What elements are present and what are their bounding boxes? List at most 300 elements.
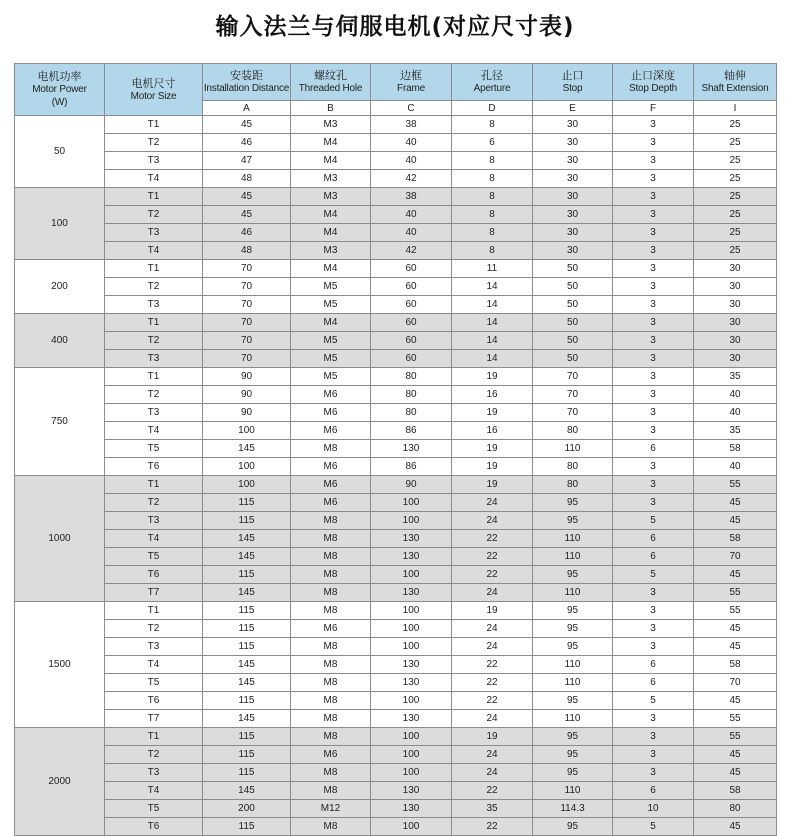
header-motor-power: 电机功率 Motor Power (W) [15, 64, 105, 116]
table-row [15, 512, 777, 530]
threaded-hole-cell: M8 [291, 566, 371, 584]
frame-cell: 130 [371, 800, 452, 818]
stop-depth-cell: 6 [613, 530, 694, 548]
aperture-cell: 22 [452, 656, 533, 674]
installation-distance-cell: 115 [203, 764, 291, 782]
installation-distance-cell: 48 [203, 242, 291, 260]
stop-cell: 30 [533, 170, 613, 188]
frame-cell: 42 [371, 242, 452, 260]
stop-cell: 110 [533, 584, 613, 602]
table-row [15, 476, 777, 494]
stop-cell: 110 [533, 440, 613, 458]
motor-size-cell: T2 [105, 494, 203, 512]
table-row [15, 548, 777, 566]
installation-distance-cell: 70 [203, 314, 291, 332]
threaded-hole-cell: M4 [291, 314, 371, 332]
motor-power-cell: 400 [15, 314, 105, 368]
threaded-hole-cell: M4 [291, 134, 371, 152]
aperture-cell: 8 [452, 170, 533, 188]
frame-cell: 60 [371, 314, 452, 332]
motor-size-cell: T5 [105, 800, 203, 818]
stop-depth-cell: 6 [613, 674, 694, 692]
shaft-extension-cell: 45 [694, 692, 777, 710]
installation-distance-cell: 145 [203, 656, 291, 674]
table-row [15, 296, 777, 314]
motor-power-cell: 200 [15, 260, 105, 314]
installation-distance-cell: 70 [203, 296, 291, 314]
stop-cell: 50 [533, 278, 613, 296]
aperture-cell: 19 [452, 368, 533, 386]
installation-distance-cell: 100 [203, 458, 291, 476]
installation-distance-cell: 48 [203, 170, 291, 188]
stop-cell: 110 [533, 530, 613, 548]
motor-size-cell: T1 [105, 260, 203, 278]
shaft-extension-cell: 45 [694, 620, 777, 638]
aperture-cell: 8 [452, 188, 533, 206]
aperture-cell: 19 [452, 404, 533, 422]
motor-size-cell: T4 [105, 782, 203, 800]
table-row [15, 332, 777, 350]
motor-power-cell: 50 [15, 116, 105, 188]
table-row [15, 728, 777, 746]
header-motor-size: 电机尺寸 Motor Size [105, 64, 203, 116]
motor-size-cell: T7 [105, 584, 203, 602]
header-installation-distance: 安装距 Installation Distance [203, 64, 291, 101]
table-row [15, 242, 777, 260]
motor-power-cell: 750 [15, 368, 105, 476]
frame-cell: 38 [371, 188, 452, 206]
motor-power-cell: 2000 [15, 728, 105, 836]
table-row [15, 638, 777, 656]
aperture-cell: 19 [452, 728, 533, 746]
installation-distance-cell: 115 [203, 512, 291, 530]
installation-distance-cell: 90 [203, 368, 291, 386]
motor-size-cell: T3 [105, 764, 203, 782]
frame-cell: 100 [371, 512, 452, 530]
installation-distance-cell: 45 [203, 206, 291, 224]
motor-size-cell: T4 [105, 242, 203, 260]
table-row [15, 134, 777, 152]
frame-cell: 60 [371, 332, 452, 350]
stop-depth-cell: 3 [613, 404, 694, 422]
motor-size-cell: T5 [105, 548, 203, 566]
header-frame: 边框 Frame [371, 64, 452, 101]
aperture-cell: 24 [452, 494, 533, 512]
page-title: 输入法兰与伺服电机(对应尺寸表) [215, 14, 575, 40]
stop-cell: 30 [533, 224, 613, 242]
table-row [15, 620, 777, 638]
stop-cell: 50 [533, 350, 613, 368]
stop-cell: 95 [533, 494, 613, 512]
stop-depth-cell: 5 [613, 692, 694, 710]
threaded-hole-cell: M8 [291, 440, 371, 458]
threaded-hole-cell: M5 [291, 278, 371, 296]
shaft-extension-cell: 25 [694, 188, 777, 206]
frame-cell: 130 [371, 710, 452, 728]
frame-cell: 100 [371, 746, 452, 764]
stop-cell: 80 [533, 422, 613, 440]
threaded-hole-cell: M12 [291, 800, 371, 818]
stop-cell: 95 [533, 728, 613, 746]
installation-distance-cell: 46 [203, 134, 291, 152]
motor-size-cell: T4 [105, 422, 203, 440]
threaded-hole-cell: M3 [291, 170, 371, 188]
stop-depth-cell: 3 [613, 296, 694, 314]
aperture-cell: 24 [452, 746, 533, 764]
shaft-extension-cell: 25 [694, 242, 777, 260]
motor-size-cell: T2 [105, 386, 203, 404]
stop-depth-cell: 3 [613, 368, 694, 386]
frame-cell: 130 [371, 548, 452, 566]
motor-size-cell: T6 [105, 566, 203, 584]
aperture-cell: 24 [452, 638, 533, 656]
installation-distance-cell: 90 [203, 386, 291, 404]
shaft-extension-cell: 55 [694, 584, 777, 602]
installation-distance-cell: 115 [203, 620, 291, 638]
stop-depth-cell: 3 [613, 332, 694, 350]
aperture-cell: 19 [452, 440, 533, 458]
header-shaft-extension: 轴伸 Shaft Extension [694, 64, 777, 101]
motor-size-cell: T5 [105, 440, 203, 458]
motor-size-cell: T4 [105, 170, 203, 188]
motor-size-cell: T1 [105, 188, 203, 206]
shaft-extension-cell: 35 [694, 422, 777, 440]
table-row [15, 692, 777, 710]
stop-depth-cell: 5 [613, 818, 694, 836]
installation-distance-cell: 70 [203, 278, 291, 296]
aperture-cell: 16 [452, 386, 533, 404]
threaded-hole-cell: M6 [291, 386, 371, 404]
aperture-cell: 24 [452, 620, 533, 638]
stop-cell: 70 [533, 368, 613, 386]
motor-size-cell: T1 [105, 728, 203, 746]
dimension-table [14, 63, 777, 836]
installation-distance-cell: 145 [203, 440, 291, 458]
installation-distance-cell: 90 [203, 404, 291, 422]
installation-distance-cell: 200 [203, 800, 291, 818]
motor-size-cell: T6 [105, 458, 203, 476]
stop-depth-cell: 3 [613, 728, 694, 746]
table-row [15, 584, 777, 602]
table-row [15, 224, 777, 242]
aperture-cell: 16 [452, 422, 533, 440]
motor-size-cell: T5 [105, 674, 203, 692]
shaft-extension-cell: 45 [694, 566, 777, 584]
stop-cell: 70 [533, 386, 613, 404]
threaded-hole-cell: M8 [291, 818, 371, 836]
table-row [15, 674, 777, 692]
motor-power-cell: 1000 [15, 476, 105, 602]
installation-distance-cell: 115 [203, 638, 291, 656]
shaft-extension-cell: 55 [694, 710, 777, 728]
stop-depth-cell: 3 [613, 134, 694, 152]
aperture-cell: 24 [452, 512, 533, 530]
frame-cell: 90 [371, 476, 452, 494]
header-letter-f: F [613, 101, 694, 116]
stop-cell: 50 [533, 314, 613, 332]
header-stop-depth: 止口深度 Stop Depth [613, 64, 694, 101]
stop-depth-cell: 3 [613, 638, 694, 656]
motor-size-cell: T3 [105, 296, 203, 314]
stop-depth-cell: 3 [613, 746, 694, 764]
shaft-extension-cell: 35 [694, 368, 777, 386]
table-row [15, 422, 777, 440]
motor-size-cell: T1 [105, 116, 203, 134]
frame-cell: 42 [371, 170, 452, 188]
table-row [15, 818, 777, 836]
threaded-hole-cell: M8 [291, 530, 371, 548]
shaft-extension-cell: 30 [694, 332, 777, 350]
aperture-cell: 14 [452, 350, 533, 368]
aperture-cell: 19 [452, 476, 533, 494]
threaded-hole-cell: M8 [291, 638, 371, 656]
threaded-hole-cell: M6 [291, 476, 371, 494]
shaft-extension-cell: 25 [694, 206, 777, 224]
motor-size-cell: T1 [105, 602, 203, 620]
aperture-cell: 22 [452, 674, 533, 692]
shaft-extension-cell: 40 [694, 386, 777, 404]
motor-power-cell: 1500 [15, 602, 105, 728]
stop-cell: 30 [533, 242, 613, 260]
shaft-extension-cell: 58 [694, 656, 777, 674]
aperture-cell: 8 [452, 242, 533, 260]
aperture-cell: 22 [452, 566, 533, 584]
stop-cell: 50 [533, 260, 613, 278]
stop-cell: 95 [533, 620, 613, 638]
installation-distance-cell: 100 [203, 422, 291, 440]
table-row [15, 746, 777, 764]
table-row [15, 458, 777, 476]
stop-depth-cell: 3 [613, 116, 694, 134]
installation-distance-cell: 45 [203, 188, 291, 206]
frame-cell: 40 [371, 206, 452, 224]
aperture-cell: 11 [452, 260, 533, 278]
stop-depth-cell: 3 [613, 152, 694, 170]
installation-distance-cell: 70 [203, 332, 291, 350]
shaft-extension-cell: 30 [694, 350, 777, 368]
shaft-extension-cell: 40 [694, 404, 777, 422]
aperture-cell: 8 [452, 224, 533, 242]
aperture-cell: 8 [452, 206, 533, 224]
installation-distance-cell: 100 [203, 476, 291, 494]
motor-size-cell: T2 [105, 278, 203, 296]
header-letter-i: I [694, 101, 777, 116]
stop-depth-cell: 3 [613, 620, 694, 638]
threaded-hole-cell: M8 [291, 548, 371, 566]
installation-distance-cell: 70 [203, 350, 291, 368]
frame-cell: 60 [371, 350, 452, 368]
stop-depth-cell: 3 [613, 278, 694, 296]
shaft-extension-cell: 45 [694, 764, 777, 782]
stop-cell: 114.3 [533, 800, 613, 818]
shaft-extension-cell: 25 [694, 134, 777, 152]
aperture-cell: 22 [452, 530, 533, 548]
frame-cell: 100 [371, 728, 452, 746]
stop-cell: 80 [533, 458, 613, 476]
shaft-extension-cell: 45 [694, 746, 777, 764]
table-row [15, 566, 777, 584]
stop-depth-cell: 3 [613, 260, 694, 278]
header-aperture: 孔径 Aperture [452, 64, 533, 101]
stop-cell: 30 [533, 188, 613, 206]
stop-cell: 110 [533, 710, 613, 728]
motor-size-cell: T4 [105, 530, 203, 548]
table-row [15, 206, 777, 224]
shaft-extension-cell: 30 [694, 260, 777, 278]
motor-size-cell: T2 [105, 620, 203, 638]
stop-cell: 95 [533, 638, 613, 656]
threaded-hole-cell: M8 [291, 512, 371, 530]
frame-cell: 60 [371, 260, 452, 278]
stop-depth-cell: 3 [613, 170, 694, 188]
stop-depth-cell: 3 [613, 602, 694, 620]
shaft-extension-cell: 45 [694, 638, 777, 656]
frame-cell: 130 [371, 530, 452, 548]
threaded-hole-cell: M3 [291, 188, 371, 206]
motor-size-cell: T3 [105, 512, 203, 530]
aperture-cell: 14 [452, 296, 533, 314]
table-body [15, 116, 777, 836]
threaded-hole-cell: M5 [291, 332, 371, 350]
shaft-extension-cell: 25 [694, 170, 777, 188]
stop-depth-cell: 6 [613, 782, 694, 800]
aperture-cell: 24 [452, 764, 533, 782]
installation-distance-cell: 70 [203, 260, 291, 278]
stop-cell: 95 [533, 818, 613, 836]
shaft-extension-cell: 30 [694, 296, 777, 314]
stop-depth-cell: 3 [613, 206, 694, 224]
motor-size-cell: T2 [105, 746, 203, 764]
header-letter-d: D [452, 101, 533, 116]
shaft-extension-cell: 45 [694, 512, 777, 530]
motor-size-cell: T3 [105, 350, 203, 368]
frame-cell: 100 [371, 764, 452, 782]
frame-cell: 86 [371, 422, 452, 440]
stop-depth-cell: 3 [613, 188, 694, 206]
table-row [15, 260, 777, 278]
aperture-cell: 22 [452, 692, 533, 710]
threaded-hole-cell: M6 [291, 404, 371, 422]
table-row [15, 368, 777, 386]
installation-distance-cell: 145 [203, 674, 291, 692]
threaded-hole-cell: M3 [291, 116, 371, 134]
frame-cell: 130 [371, 674, 452, 692]
table-row [15, 404, 777, 422]
threaded-hole-cell: M8 [291, 674, 371, 692]
stop-depth-cell: 3 [613, 476, 694, 494]
table-row [15, 530, 777, 548]
header-letter-a: A [203, 101, 291, 116]
aperture-cell: 35 [452, 800, 533, 818]
installation-distance-cell: 115 [203, 566, 291, 584]
shaft-extension-cell: 45 [694, 818, 777, 836]
shaft-extension-cell: 80 [694, 800, 777, 818]
threaded-hole-cell: M4 [291, 260, 371, 278]
stop-depth-cell: 3 [613, 494, 694, 512]
frame-cell: 38 [371, 116, 452, 134]
table-row [15, 170, 777, 188]
stop-cell: 50 [533, 296, 613, 314]
stop-cell: 30 [533, 134, 613, 152]
stop-cell: 80 [533, 476, 613, 494]
shaft-extension-cell: 55 [694, 728, 777, 746]
stop-depth-cell: 3 [613, 710, 694, 728]
aperture-cell: 8 [452, 152, 533, 170]
shaft-extension-cell: 40 [694, 458, 777, 476]
stop-depth-cell: 5 [613, 566, 694, 584]
table-row [15, 764, 777, 782]
stop-depth-cell: 10 [613, 800, 694, 818]
stop-cell: 95 [533, 566, 613, 584]
threaded-hole-cell: M6 [291, 494, 371, 512]
installation-distance-cell: 115 [203, 602, 291, 620]
shaft-extension-cell: 55 [694, 602, 777, 620]
frame-cell: 40 [371, 152, 452, 170]
threaded-hole-cell: M3 [291, 242, 371, 260]
table-row [15, 116, 777, 134]
aperture-cell: 22 [452, 548, 533, 566]
shaft-extension-cell: 45 [694, 494, 777, 512]
installation-distance-cell: 115 [203, 746, 291, 764]
motor-size-cell: T6 [105, 818, 203, 836]
shaft-extension-cell: 30 [694, 278, 777, 296]
threaded-hole-cell: M8 [291, 692, 371, 710]
threaded-hole-cell: M5 [291, 368, 371, 386]
motor-size-cell: T2 [105, 332, 203, 350]
motor-size-cell: T2 [105, 206, 203, 224]
frame-cell: 40 [371, 134, 452, 152]
motor-size-cell: T3 [105, 638, 203, 656]
motor-size-cell: T3 [105, 224, 203, 242]
table-row [15, 386, 777, 404]
frame-cell: 60 [371, 278, 452, 296]
stop-depth-cell: 3 [613, 242, 694, 260]
stop-cell: 30 [533, 206, 613, 224]
shaft-extension-cell: 58 [694, 440, 777, 458]
installation-distance-cell: 47 [203, 152, 291, 170]
stop-cell: 95 [533, 602, 613, 620]
table-row [15, 782, 777, 800]
frame-cell: 100 [371, 818, 452, 836]
installation-distance-cell: 145 [203, 782, 291, 800]
table-row [15, 278, 777, 296]
shaft-extension-cell: 70 [694, 548, 777, 566]
header-threaded-hole: 螺纹孔 Threaded Hole [291, 64, 371, 101]
frame-cell: 100 [371, 692, 452, 710]
motor-size-cell: T4 [105, 656, 203, 674]
stop-cell: 30 [533, 116, 613, 134]
threaded-hole-cell: M8 [291, 584, 371, 602]
stop-cell: 95 [533, 512, 613, 530]
shaft-extension-cell: 25 [694, 116, 777, 134]
threaded-hole-cell: M8 [291, 764, 371, 782]
table-row [15, 494, 777, 512]
aperture-cell: 6 [452, 134, 533, 152]
table-row [15, 602, 777, 620]
shaft-extension-cell: 30 [694, 314, 777, 332]
stop-depth-cell: 3 [613, 584, 694, 602]
shaft-extension-cell: 25 [694, 224, 777, 242]
threaded-hole-cell: M6 [291, 422, 371, 440]
threaded-hole-cell: M4 [291, 152, 371, 170]
stop-depth-cell: 6 [613, 440, 694, 458]
stop-depth-cell: 3 [613, 764, 694, 782]
threaded-hole-cell: M4 [291, 206, 371, 224]
stop-cell: 30 [533, 152, 613, 170]
motor-size-cell: T6 [105, 692, 203, 710]
stop-depth-cell: 3 [613, 422, 694, 440]
aperture-cell: 8 [452, 116, 533, 134]
